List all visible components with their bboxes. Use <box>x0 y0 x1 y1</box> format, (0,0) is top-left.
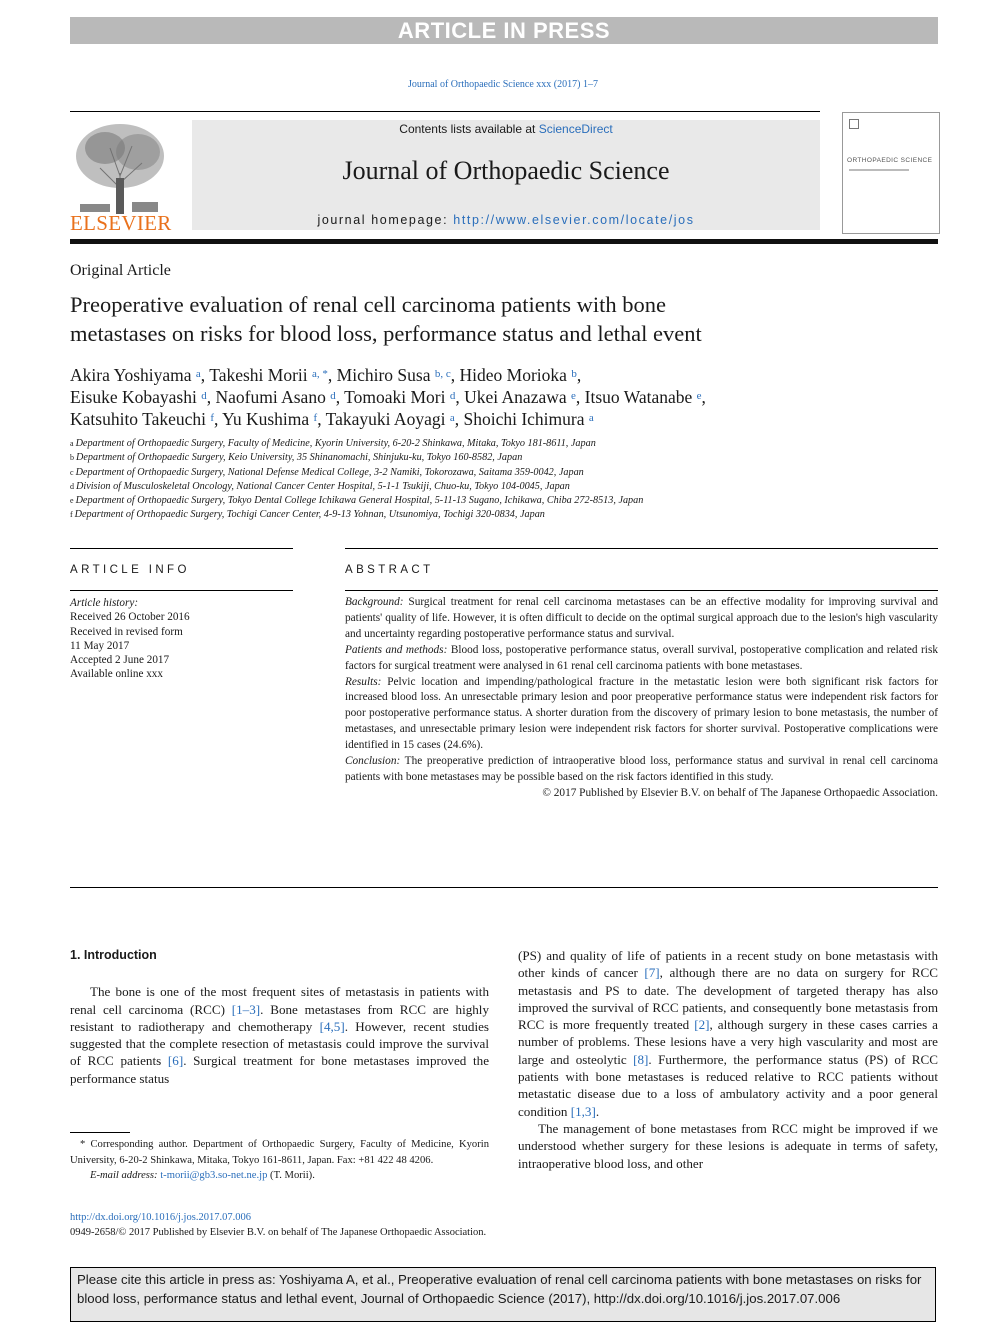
background-text: Surgical treatment for renal cell carcinoma metastases can be an effective modality for improving survival and patients' quality of life. However, it is often difficult to decide on the optimal surgical approach due to the lesion's high vascularity and uncertainty regarding postoperative performance status and survival. <box>345 596 938 640</box>
author-name: Itsuo Watanabe <box>584 387 697 407</box>
author-name: Michiro Susa <box>336 365 435 385</box>
elsevier-wordmark: ELSEVIER <box>70 211 172 235</box>
affiliation-marker: c <box>70 467 74 477</box>
cite-this-article-box: Please cite this article in press as: Yoshiyama A, et al., Preoperative evaluation of renal cell carcinoma patients with bone metastases on risks for blood loss, performance status and lethal event, Journal of Orthopaedic Science (2017), http://dx.doi.org/10.1016/j.jos.2017.07.006 <box>70 1267 936 1322</box>
affiliation-text: Department of Orthopaedic Surgery, Faculty of Medicine, Kyorin University, 6-20-2 Shinkawa, Mitaka, Tokyo 181-8611, Japan <box>75 438 596 449</box>
author-separator: , <box>200 365 210 385</box>
affiliation-text: Department of Orthopaedic Surgery, Tochigi Cancer Center, 4-9-13 Yohnan, Utsunomiya, Tochigi 320-0834, Japan <box>74 509 545 521</box>
intro-text-segment: (PS) and quality of life of patients in a recent study on bone metastasis with other kinds of cancer <box>518 948 938 981</box>
author-name: Yu Kushima <box>222 409 314 429</box>
affiliation-marker: d <box>70 481 74 491</box>
intro-paragraph-1-part-2 <box>518 947 938 1120</box>
author-affiliation-marker[interactable]: f <box>210 412 215 424</box>
affiliation-item <box>70 451 940 465</box>
conclusion-text: The preoperative prediction of intraoperative blood loss, performance status and survival in renal cell carcinoma patients with bone metastases may be possible based on the risk factors identified in this study. <box>345 755 938 783</box>
history-accepted: Accepted 2 June 2017 <box>70 654 170 667</box>
citation-link[interactable]: [2] <box>694 1017 710 1033</box>
history-label: Article history: <box>70 597 139 609</box>
author-affiliation-marker[interactable]: b, c <box>434 368 451 380</box>
author-separator: , <box>576 365 582 385</box>
affiliation-item <box>70 480 940 494</box>
author-name: Shoichi Ichimura <box>463 409 589 429</box>
elsevier-logo[interactable] <box>70 118 170 238</box>
contents-prefix: Contents lists available at <box>399 122 539 136</box>
body-column-left <box>70 947 489 1087</box>
intro-text-segment: . <box>595 1103 600 1119</box>
abstract-heading: ABSTRACT <box>345 564 434 576</box>
body-column-right <box>518 947 938 1172</box>
abstract-sub-rule <box>345 590 938 591</box>
abstract-top-rule <box>345 548 938 549</box>
history-revised-date: 11 May 2017 <box>70 639 130 652</box>
results-label: Results: <box>345 675 382 688</box>
footnote-star: * <box>80 1139 86 1150</box>
article-in-press-banner: ARTICLE IN PRESS <box>70 17 938 44</box>
author-name: Hideo Morioka <box>459 365 572 385</box>
masthead-thick-rule <box>70 239 938 244</box>
author-affiliation-marker[interactable]: d <box>449 390 456 402</box>
author-name: Eisuke Kobayashi <box>70 387 202 407</box>
masthead-top-rule <box>70 111 820 112</box>
abstract-copyright: © 2017 Published by Elsevier B.V. on behalf of The Japanese Orthopaedic Association. <box>542 786 938 799</box>
abstract-methods <box>345 643 938 675</box>
title-line-2: metastases on risks for blood loss, performance status and lethal event <box>70 321 702 346</box>
corresponding-author-footnote <box>70 1137 489 1184</box>
intro-text-segment: . Bone metastases from RCC are highly resistant to radiotherapy and chemotherapy <box>70 1001 489 1034</box>
author-separator: , <box>575 387 585 407</box>
issn-copyright-line: 0949-2658/© 2017 Published by Elsevier B.V. on behalf of The Japanese Orthopaedic Association. <box>70 1227 487 1238</box>
citation-link[interactable]: [8] <box>633 1051 649 1067</box>
author-separator: , <box>450 365 460 385</box>
intro-paragraph-2: The management of bone metastases from RCC might be improved if we understood whether surgery for these lesions is adequate in terms of safety, intraoperative blood loss, and other <box>518 1120 938 1171</box>
author-affiliation-marker[interactable]: d <box>201 390 207 402</box>
citation-link[interactable]: [4,5] <box>319 1018 345 1034</box>
author-affiliation-marker[interactable]: d <box>330 390 336 402</box>
email-link[interactable]: t-morii@gb3.so-net.ne.jp <box>160 1170 268 1181</box>
affiliation-item <box>70 494 940 508</box>
email-suffix: (T. Morii). <box>267 1170 315 1181</box>
citation-link[interactable]: [1–3] <box>231 1001 261 1017</box>
author-separator: , <box>214 409 223 429</box>
title-line-1: Preoperative evaluation of renal cell carcinoma patients with bone <box>70 292 667 317</box>
author-affiliation-marker[interactable]: f <box>313 412 318 424</box>
author-list <box>70 364 930 430</box>
citation-link[interactable]: [1,3] <box>570 1103 596 1119</box>
author-separator: , <box>327 365 337 385</box>
author-name: Ukei Anazawa <box>464 387 572 407</box>
results-text: Pelvic location and impending/pathological fracture in the metastatic lesion were both significant risk factors for increased blood loss. An unresectable primary lesion and poor preoperative performance status were independent risk factors for poor postoperative performance status. A shorter duration from the discovery of primary lesion to bone metastasis, the number of metastases, and unresectable primary lesion were independent risk factors for shorter survival. Postoperative complications were identified in 15 cases (24.6%). <box>345 675 938 752</box>
intro-text-segment: . Furthermore, the performance status (PS) of RCC patients with bone metastases is reduced relative to RCC patients without metastatic disease due to a loss of ambulatory activity and a poor general condition <box>518 1051 939 1119</box>
methods-text: Blood loss, postoperative performance status, overall survival, postoperative complication and related risk factors for surgical treatment were analysed in 61 renal cell carcinoma patients with bone metastases. <box>345 643 938 672</box>
contents-available-line <box>192 122 820 136</box>
methods-label: Patients and methods: <box>345 643 448 656</box>
affiliation-list <box>70 437 940 523</box>
affiliation-text: Department of Orthopaedic Surgery, Keio University, 35 Shinanomachi, Shinjuku-ku, Tokyo 160-8582, Japan <box>76 452 523 464</box>
history-received: Received 26 October 2016 <box>70 611 190 624</box>
author-affiliation-marker[interactable]: a, * <box>312 368 328 380</box>
cover-divider <box>849 169 909 171</box>
author-separator: , <box>335 387 345 407</box>
author-separator: , <box>317 409 326 429</box>
affiliation-marker: b <box>70 453 74 463</box>
intro-text-segment: . Surgical treatment for bone metastases improved the performance status <box>70 1053 490 1086</box>
cover-title: ORTHOPAEDIC SCIENCE <box>847 157 933 164</box>
author-affiliation-marker[interactable]: b <box>571 368 577 380</box>
author-affiliation-marker[interactable]: a <box>195 368 201 380</box>
email-label: E-mail address: <box>90 1170 158 1181</box>
article-history <box>70 596 310 682</box>
journal-homepage-line <box>192 213 820 227</box>
citation-link[interactable]: [7] <box>644 965 660 981</box>
author-name: Naofumi Asano <box>215 387 331 407</box>
sciencedirect-link[interactable]: ScienceDirect <box>538 122 613 136</box>
affiliation-item <box>70 437 940 451</box>
doi-link[interactable]: http://dx.doi.org/10.1016/j.jos.2017.07.006 <box>70 1212 251 1223</box>
intro-text-segment: The bone is one of the most frequent sites of metastasis in patients with renal cell carcinoma (RCC) <box>70 984 489 1017</box>
affiliation-text: Division of Musculoskeletal Oncology, National Cancer Center Hospital, 5-1-1 Tsukiji, Chuo-ku, Tokyo 104-0045, Japan <box>76 480 570 492</box>
author-name: Akira Yoshiyama <box>70 365 196 385</box>
intro-text-segment: , although there are no data on surgery for RCC metastasis and PS to date. The development of targeted therapy has also improved the survival of RCC patients, and consequently bone metastasis from RCC is more frequently treated <box>518 965 939 1033</box>
author-name: Takayuki Aoyagi <box>325 409 450 429</box>
abstract-results <box>345 675 938 755</box>
introduction-heading: 1. Introduction <box>70 948 157 962</box>
intro-paragraph-1-part-1 <box>70 983 489 1087</box>
author-separator: , <box>701 387 706 407</box>
history-revised-label: Received in revised form <box>70 625 183 638</box>
affiliation-item <box>70 508 940 522</box>
affiliation-marker: f <box>70 510 73 520</box>
author-affiliation-marker[interactable]: e <box>571 390 576 402</box>
author-affiliation-marker[interactable]: a <box>588 412 594 424</box>
conclusion-label: Conclusion: <box>345 755 401 768</box>
footnote-rule <box>70 1132 130 1133</box>
intro-text-segment: , although surgery in these cases carries a number of problems. These lesions have a very high vascularity and most are large and osteolytic <box>518 1017 938 1067</box>
homepage-link[interactable]: http://www.elsevier.com/locate/jos <box>453 213 695 227</box>
history-online: Available online xxx <box>70 668 163 681</box>
article-type: Original Article <box>70 262 171 279</box>
abstract-background <box>345 595 938 643</box>
author-separator: , <box>454 409 464 429</box>
article-title <box>70 290 930 348</box>
homepage-prefix: journal homepage: <box>317 213 454 227</box>
article-info-top-rule <box>70 548 293 549</box>
background-label: Background: <box>345 596 404 608</box>
abstract-body <box>345 595 938 802</box>
running-header-link[interactable]: Journal of Orthopaedic Science xxx (2017) 1–7 <box>408 79 598 90</box>
footnote-text: Corresponding author. Department of Orthopaedic Surgery, Faculty of Medicine, Kyorin University, 6-20-2 Shinkawa, Mitaka, Tokyo 161-8611, Japan. Fax: +81 422 48 4206. <box>70 1139 489 1166</box>
article-info-heading: ARTICLE INFO <box>70 564 190 576</box>
journal-title: Journal of Orthopaedic Science <box>342 156 670 185</box>
author-separator: , <box>206 387 216 407</box>
abstract-end-rule <box>70 887 938 888</box>
affiliation-marker: e <box>70 496 74 506</box>
author-name: Katsuhito Takeuchi <box>70 409 211 429</box>
author-name: Takeshi Morii <box>209 365 313 385</box>
journal-cover-thumbnail[interactable] <box>842 112 940 234</box>
affiliation-text: Department of Orthopaedic Surgery, National Defense Medical College, 3-2 Namiki, Tokorozawa, Saitama 359-0042, Japan <box>75 466 584 478</box>
affiliation-marker: a <box>70 439 74 448</box>
citation-link[interactable]: [6] <box>167 1053 184 1069</box>
affiliation-text: Department of Orthopaedic Surgery, Tokyo Dental College Ichikawa General Hospital, 5-11-13 Sugano, Ichikawa, Chiba 272-8513, Japan <box>75 495 644 507</box>
author-separator: , <box>455 387 465 407</box>
article-info-sub-rule <box>70 590 293 591</box>
author-name: Tomoaki Mori <box>344 387 450 407</box>
cover-logo-icon <box>849 119 859 129</box>
intro-text-segment: . However, recent studies suggested that the complete resection of metastasis could improve the survival of RCC patients <box>70 1018 489 1069</box>
author-affiliation-marker[interactable]: a <box>449 412 455 424</box>
author-affiliation-marker[interactable]: e <box>696 390 702 402</box>
abstract-conclusion <box>345 754 938 786</box>
affiliation-item <box>70 466 940 480</box>
